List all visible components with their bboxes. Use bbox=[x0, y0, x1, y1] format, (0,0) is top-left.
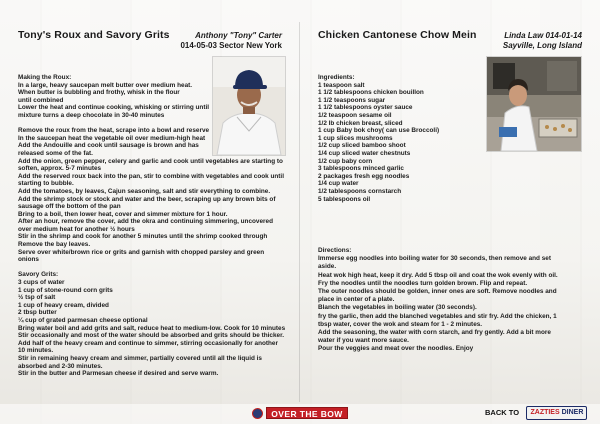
ingredient-line: 1/2 tablespoons cornstarch bbox=[318, 187, 402, 195]
ingredient-line: 1/4 cup sliced water chestnuts bbox=[318, 149, 411, 157]
recipe-line: sausage off the bottom of the pan bbox=[18, 203, 121, 211]
recipe-line: Making the Roux: bbox=[18, 74, 72, 81]
direction-line: tbsp water, cover the wok and steam for 1 - 2 minutes. bbox=[318, 320, 483, 328]
ingredient-line: 1 teaspoon salt bbox=[318, 81, 365, 89]
direction-line: water if you want more sauce. bbox=[318, 337, 409, 345]
recipe-line: Remove the bay leaves. bbox=[18, 241, 91, 249]
recipe-line: 3 cups of water bbox=[18, 279, 65, 287]
recipe-line: When butter is bubbling and frothy, whisk in the flour bbox=[18, 89, 180, 97]
recipe-line: 1 cup of stone-round corn grits bbox=[18, 286, 113, 294]
direction-line: Blanch the vegetables in boiling water (30 seconds). bbox=[318, 304, 477, 312]
ingredient-line: 1 cup slices mushrooms bbox=[318, 134, 393, 142]
direction-line: Heat wok high heat, keep it dry. Add 5 tbsp oil and coat the wok evenly with oil. bbox=[318, 271, 558, 279]
directions-list bbox=[318, 247, 590, 354]
back-to-diner-link[interactable] bbox=[485, 406, 587, 420]
right-recipe-location: Sayville, Long Island bbox=[502, 41, 582, 50]
recipe-line: 2 tbsp butter bbox=[18, 309, 57, 317]
recipe-line: ½ tsp of salt bbox=[18, 294, 56, 302]
left-recipe-author: Anthony "Tony" Carter bbox=[195, 31, 282, 40]
spacer bbox=[18, 120, 290, 128]
recipe-line: Bring to a boil, then lower heat, cover and simmer mixture for 1 hour. bbox=[18, 210, 228, 218]
recipe-line: Add the shrimp stock or stock and water and the beer, scraping up any brown bits of bbox=[18, 195, 276, 203]
recipe-line: onions bbox=[18, 256, 39, 264]
over-the-bow-button[interactable]: OVER THE BOW bbox=[266, 407, 348, 419]
recipe-line: Add the tomatoes, by leaves, Cajun seasoning, salt and stir everything to combine. bbox=[18, 187, 271, 195]
recipe-line: Bring water boil and add grits and salt, reduce heat to medium-low. Cook for 10 minutes bbox=[18, 324, 286, 332]
recipe-line: absorbed and 2-30 minutes. bbox=[18, 362, 103, 370]
right-recipe-author: Linda Law 014-01-14 bbox=[504, 31, 582, 40]
direction-line: Immerse egg noodles into boiling water for 30 seconds, then remove and set bbox=[318, 255, 551, 263]
recipe-line: over medium heat for another ½ hours bbox=[18, 225, 135, 233]
diner-logo[interactable] bbox=[526, 406, 587, 420]
left-recipe-title: Tony's Roux and Savory Grits bbox=[18, 29, 170, 41]
diner-logo-word: DINER bbox=[561, 409, 584, 416]
recipe-line: Stir in the shrimp and cook for another 5 minutes until the shrimp cooked through bbox=[18, 233, 268, 241]
ingredient-line: 1 cup Baby bok choy( can use Broccoli) bbox=[318, 127, 440, 135]
recipe-line: In the saucepan heat the vegetable oil over medium-high heat bbox=[18, 134, 206, 142]
diner-logo-name: ZAZTIES bbox=[530, 409, 560, 416]
direction-line: place in center of a plate. bbox=[318, 296, 395, 304]
ingredient-line: 1 1/2 tablespoons chicken bouillon bbox=[318, 89, 424, 97]
direction-line: Pour the veggies and meat over the noodles. Enjoy bbox=[318, 345, 474, 353]
direction-line: Directions: bbox=[318, 247, 352, 254]
recipe-line: Serve over white/brown rice or grits and garnish with chopped parsley and green bbox=[18, 248, 265, 256]
ingredient-line: 5 tablespoons oil bbox=[318, 195, 371, 203]
direction-line: The outer noodles should be golden, inner ones are soft. Remove noodles and bbox=[318, 288, 557, 296]
right-recipe-photo bbox=[486, 56, 582, 152]
recipe-line: ¼ cup of grated parmesan cheese optional bbox=[18, 317, 148, 324]
ingredients-list bbox=[318, 74, 486, 203]
recipe-line: 10 minutes. bbox=[18, 347, 54, 355]
recipe-line: Add the Andouille and cook until sausage is brown and has bbox=[18, 142, 199, 150]
ingredient-line: Ingredients: bbox=[318, 74, 355, 81]
ingredient-line: 1/4 cup water bbox=[318, 180, 359, 188]
left-recipe-byline bbox=[180, 31, 282, 51]
ingredient-line: 1 1/2 teaspoons sugar bbox=[318, 96, 386, 104]
left-recipe-body bbox=[18, 74, 290, 378]
recipe-line: After an hour, remove the cover, add the okra and continuing simmering, uncovered bbox=[18, 218, 273, 226]
column-divider bbox=[299, 22, 300, 402]
ingredient-line: 1/2 cup baby corn bbox=[318, 157, 373, 165]
seal-icon bbox=[252, 408, 263, 419]
recipe-line: Add the reserved roux back into the pan, stir to combine with vegetables and cook until bbox=[18, 172, 284, 180]
ingredient-line: 2 packages fresh egg noodles bbox=[318, 172, 410, 180]
ingredient-line: 1/2 teaspoon sesame oil bbox=[318, 111, 392, 119]
ingredient-line: 3 tablespoons minced garlic bbox=[318, 165, 404, 173]
recipe-line: mixture turns a deep chocolate in 30-40 minutes bbox=[18, 111, 165, 119]
recipe-line: Add the onion, green pepper, celery and garlic and cook until vegetables are starting to bbox=[18, 157, 283, 165]
recipe-line: released some of the fat. bbox=[18, 149, 93, 157]
direction-line: aside. bbox=[318, 263, 337, 271]
recipe-line: soften, approx. 5-7 minutes bbox=[18, 165, 102, 173]
recipe-line: In a large, heavy saucepan melt butter over medium heat. bbox=[18, 81, 193, 89]
direction-line: Fry the noodles until the noodles turn golden brown. Flip and repeat. bbox=[318, 279, 528, 287]
recipe-line: Savory Grits: bbox=[18, 271, 59, 279]
ingredient-line: 1 1/2 tablespoons oyster sauce bbox=[318, 104, 413, 112]
recipe-line: until combined bbox=[18, 96, 64, 104]
recipe-line: starting to bubble. bbox=[18, 180, 74, 188]
recipe-line: Remove the roux from the heat, scrape into a bowl and reserve bbox=[18, 127, 210, 135]
ingredient-line: 1/2 cup sliced bamboo shoot bbox=[318, 142, 406, 150]
recipe-line: Add half of the heavy cream and continue to simmer, stirring occasionally for another bbox=[18, 339, 278, 347]
direction-line: fry the garlic, then add the blanched vegetables and stir fry. Add the chicken, 1 bbox=[318, 312, 557, 320]
right-recipe-byline bbox=[503, 31, 582, 51]
ingredient-line: 1/2 lb chicken breast, sliced bbox=[318, 119, 403, 127]
recipe-line: Stir in remaining heavy cream and simmer, partially covered until all the liquid is bbox=[18, 354, 262, 362]
spacer bbox=[18, 264, 290, 272]
recipe-line: Stir occasionally and most of the water should be absorbed and grits should be thicker. bbox=[18, 332, 284, 340]
right-recipe-title: Chicken Cantonese Chow Mein bbox=[318, 29, 477, 41]
recipe-line: Stir in the butter and Parmesan cheese if desired and serve warm. bbox=[18, 370, 219, 378]
recipe-line: 1 cup of heavy cream, divided bbox=[18, 301, 109, 309]
direction-line: Add the seasoning, the water with corn starch, and fry gently. Add a bit more bbox=[318, 329, 551, 337]
left-recipe-date-location: 014-05-03 Sector New York bbox=[180, 41, 282, 50]
recipe-line: Lower the heat and continue cooking, whisking or stirring until bbox=[18, 104, 210, 112]
back-to-label: BACK TO bbox=[485, 408, 520, 417]
